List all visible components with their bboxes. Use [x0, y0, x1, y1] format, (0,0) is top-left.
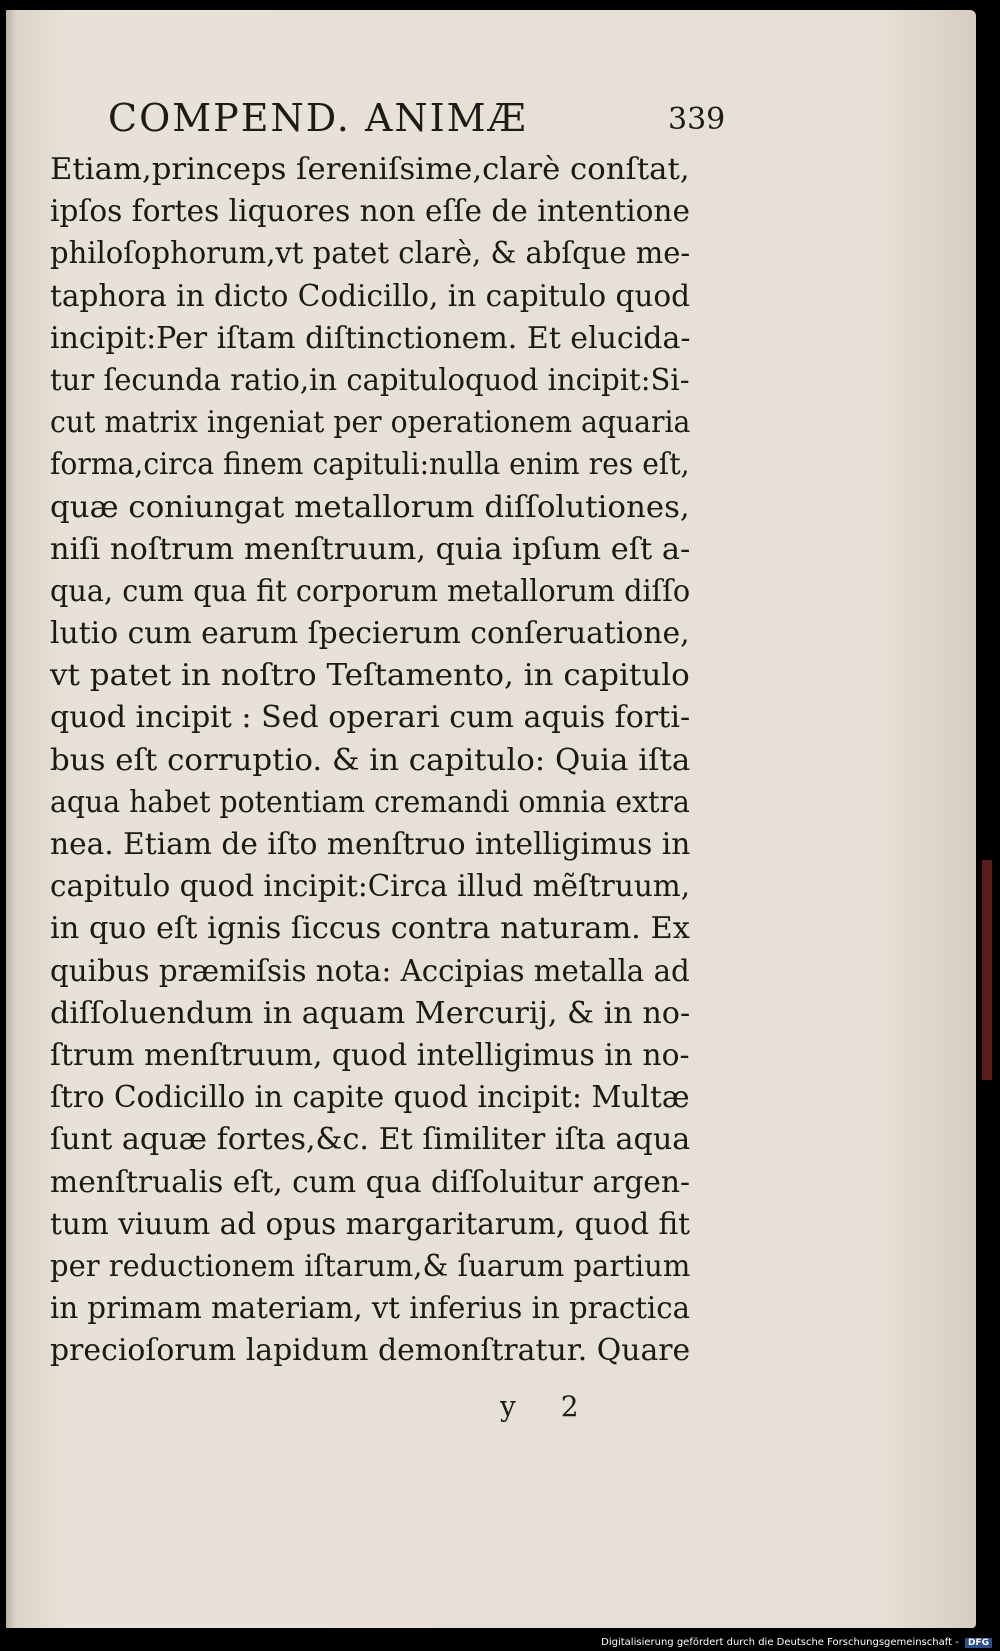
text-line: per reductionem iſtarum,& ſuarum partium: [50, 1248, 691, 1283]
text-line: incipit:Per iſtam diſtinctionem. Et elucida-: [50, 320, 691, 355]
binding-edge: [982, 860, 992, 1080]
text-line: taphora in dicto Codicillo, in capitulo quod: [50, 278, 690, 313]
signature-mark: y 2: [500, 1390, 597, 1423]
text-line: precioſorum lapidum demonſtratur. Quare: [50, 1333, 691, 1368]
text-line: ſunt aquæ fortes,&c. Et ſimiliter iſta aqua: [50, 1122, 691, 1157]
text-line: philoſophorum,vt patet clarè, & abſque me-: [50, 236, 691, 271]
text-line: nea. Etiam de iſto menſtruo intelligimus in: [50, 827, 691, 861]
text-line: aqua habet potentiam cremandi omnia extra: [50, 784, 690, 819]
running-head: COMPEND. ANIMÆ: [108, 96, 528, 140]
text-line: in primam materiam, vt inferius in practica: [50, 1291, 690, 1326]
text-line: ſtrum menſtruum, quod intelligimus in no-: [50, 1037, 690, 1072]
text-line: capitulo quod incipit:Circa illud mẽſtruum,: [50, 869, 691, 904]
text-line: niſi noſtrum menſtruum, quia ipſum eſt a-: [50, 531, 691, 566]
text-line: qua, cum qua fit corporum metallorum diſſo: [50, 573, 691, 608]
text-line: vt patet in noſtro Teſtamento, in capitulo: [50, 658, 690, 693]
text-line: in quo eſt ignis ſiccus contra naturam. Ex: [50, 911, 690, 946]
text-line: menſtrualis eſt, cum qua diſſoluitur argen-: [50, 1164, 691, 1199]
dfg-logo: DFG: [965, 1638, 992, 1648]
page-header: [108, 96, 768, 148]
text-line: quibus præmiſsis nota: Accipias metalla ad: [50, 953, 690, 988]
text-line: cut matrix ingeniat per operationem aquaria: [50, 405, 691, 440]
text-line: ſtro Codicillo in capite quod incipit: Multæ: [50, 1080, 690, 1115]
text-line: Etiam,princeps ſereniſsime,clarè conſtat,: [50, 152, 690, 186]
digitization-credit: [601, 1637, 992, 1648]
text-line: tur ſecunda ratio,in capituloquod incipit:Si-: [50, 362, 690, 397]
text-line: quæ coniungat metallorum diſſolutiones,: [50, 489, 690, 524]
text-line: diſſoluendum in aquam Mercurij, & in no-: [50, 995, 691, 1030]
text-line: quod incipit : Sed operari cum aquis forti-: [50, 700, 691, 735]
page-edge-shadow: [6, 10, 16, 1628]
text-line: bus eſt corruptio. & in capitulo: Quia iſta: [50, 742, 691, 777]
page-number: 339: [668, 102, 726, 137]
text-line: forma,circa finem capituli:nulla enim res eſt,: [50, 447, 690, 482]
text-line: lutio cum earum ſpecierum conſeruatione,: [50, 616, 690, 651]
text-line: ipſos fortes liquores non eſſe de intentione: [50, 194, 690, 229]
body-text: [50, 148, 740, 1371]
credit-text: Digitalisierung gefördert durch die Deutsche Forschungsgemeinschaft -: [601, 1637, 959, 1648]
text-line: tum viuum ad opus margaritarum, quod fit: [50, 1206, 691, 1241]
